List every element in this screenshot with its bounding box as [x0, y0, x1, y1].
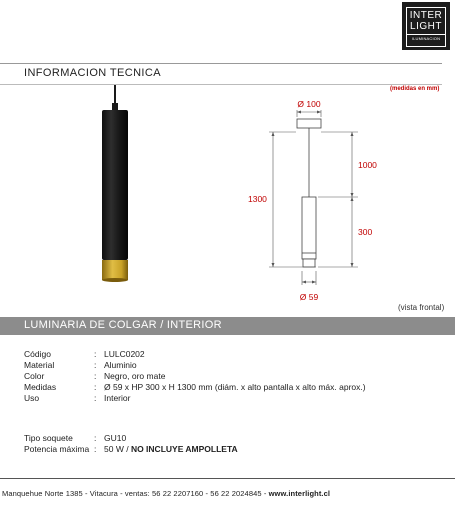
- spec-value-warning: NO INCLUYE AMPOLLETA: [130, 444, 238, 454]
- footer-contact: [2, 489, 330, 498]
- photo-cable-grip: [112, 103, 118, 111]
- brand-logo-frame: [406, 7, 446, 47]
- view-label: (vista frontal): [398, 303, 445, 312]
- brand-line-1: INTER: [409, 10, 443, 21]
- spec-row: [24, 360, 366, 371]
- dim-shade-height: 300: [358, 227, 373, 237]
- spec-value-normal: 50 W /: [104, 444, 131, 454]
- spec-value: Aluminio: [104, 360, 137, 370]
- spec-sep: :: [94, 360, 97, 370]
- section-title: INFORMACION TECNICA: [24, 67, 161, 79]
- dim-canopy-diameter: Ø 100: [297, 99, 321, 109]
- brand-logo: [402, 2, 450, 50]
- spec-key: Medidas: [24, 382, 57, 392]
- spec-sep: :: [94, 349, 97, 359]
- drawing-canopy: [297, 119, 321, 128]
- spec-value: Interior: [104, 393, 131, 403]
- photo-gold-ring: [102, 260, 128, 280]
- spec-row: [24, 371, 366, 382]
- dim-shade-diameter: Ø 59: [299, 292, 319, 302]
- measure-note: (medidas en mm): [390, 86, 440, 92]
- spec-key: Uso: [24, 393, 40, 403]
- photo-base: [102, 278, 128, 282]
- spec-key: Código: [24, 349, 51, 359]
- spec-key: Material: [24, 360, 55, 370]
- spec-row: [24, 349, 366, 360]
- spec-sep: :: [94, 433, 97, 443]
- spec-key: Potencia máxima: [24, 444, 90, 454]
- spec-row: [24, 433, 238, 444]
- dim-cable-length: 1000: [358, 160, 377, 170]
- brand-line-2: LIGHT: [410, 21, 442, 32]
- spec-sep: :: [94, 382, 97, 392]
- drawing-shade: [302, 197, 316, 259]
- spec-row: [24, 393, 366, 404]
- photo-cylinder: [102, 110, 128, 260]
- spec-value: Negro, oro mate: [104, 371, 166, 381]
- spec-value: GU10: [104, 433, 127, 443]
- spec-value: [104, 444, 238, 455]
- spec-key: Tipo soquete: [24, 433, 73, 443]
- top-rule: [0, 63, 442, 64]
- spec-sep: :: [94, 444, 97, 454]
- spec-key: Color: [24, 371, 45, 381]
- dimension-drawing: [240, 95, 390, 305]
- category-band: [0, 317, 455, 335]
- spec-value: LULC0202: [104, 349, 145, 359]
- footer: [0, 478, 455, 506]
- dim-total-height: 1300: [248, 194, 267, 204]
- spec-table: [24, 349, 366, 404]
- brand-line-3: ILUMINACION: [407, 34, 445, 42]
- category-title: LUMINARIA DE COLGAR / INTERIOR: [24, 319, 222, 331]
- footer-address: Manquehue Norte 1385 - Vitacura - ventas: 56 22 2207160 - 56 22 2024845 -: [2, 489, 269, 498]
- spec-table-electrical: [24, 433, 238, 455]
- spec-row: [24, 382, 366, 393]
- spec-sep: :: [94, 371, 97, 381]
- spec-row: [24, 444, 238, 455]
- product-photo: [90, 85, 140, 290]
- spec-sep: :: [94, 393, 97, 403]
- spec-value: Ø 59 x HP 300 x H 1300 mm (diám. x alto pantalla x alto máx. aprox.): [104, 382, 366, 392]
- section-rule: [0, 84, 442, 85]
- footer-website-link[interactable]: www.interlight.cl: [268, 489, 331, 498]
